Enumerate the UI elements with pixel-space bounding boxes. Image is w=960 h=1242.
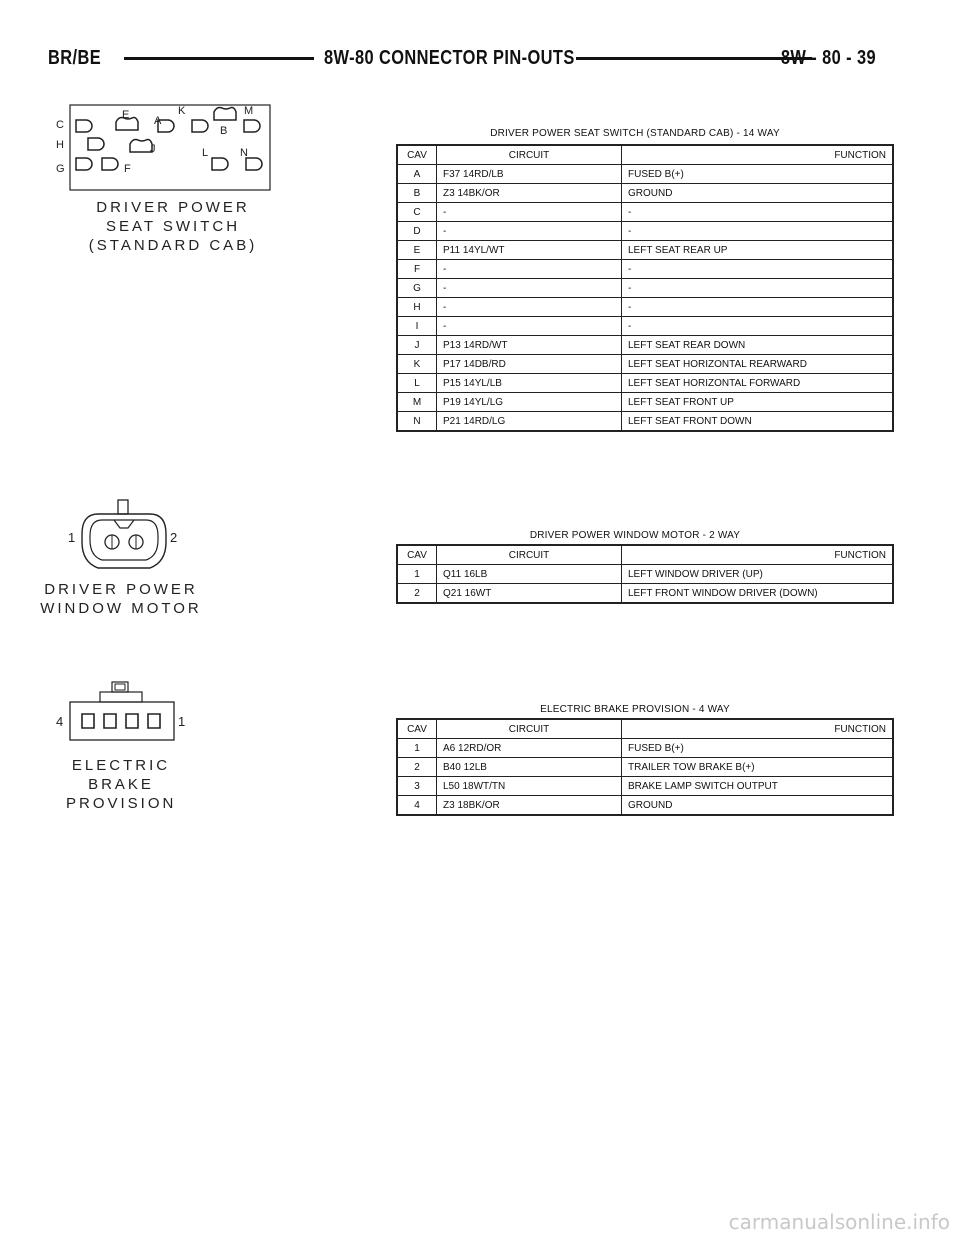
cell-circuit: A6 12RD/OR xyxy=(437,739,622,758)
table-row xyxy=(397,260,893,279)
pin-label: 4 xyxy=(56,714,64,729)
cell-function: LEFT WINDOW DRIVER (UP) xyxy=(622,565,894,584)
label-line: (STANDARD CAB) xyxy=(88,237,258,254)
cell-circuit: P11 14YL/WT xyxy=(437,241,622,260)
header-model: BR/BE xyxy=(48,47,102,69)
table-header-row xyxy=(397,545,893,565)
cell-cav: F xyxy=(397,260,437,279)
pin-label: N xyxy=(240,147,248,159)
cell-cav: E xyxy=(397,241,437,260)
table-row xyxy=(397,374,893,393)
table-header-row xyxy=(397,145,893,165)
column-header-function: FUNCTION xyxy=(622,145,894,165)
cell-function: - xyxy=(622,222,894,241)
cell-function: LEFT SEAT FRONT DOWN xyxy=(622,412,894,432)
table-row xyxy=(397,777,893,796)
brake-pinout-table xyxy=(396,718,894,816)
cell-circuit: - xyxy=(437,203,622,222)
cell-cav: 3 xyxy=(397,777,437,796)
cell-cav: I xyxy=(397,317,437,336)
pin-label: 1 xyxy=(68,530,76,545)
header-page-number: 8W - 80 - 39 xyxy=(780,47,876,69)
watermark-text: carmanualsonline.info xyxy=(728,1210,950,1234)
cell-cav: J xyxy=(397,336,437,355)
cell-cav: 1 xyxy=(397,565,437,584)
column-header-function: FUNCTION xyxy=(622,719,894,739)
cell-function: - xyxy=(622,260,894,279)
column-header-circuit: CIRCUIT xyxy=(437,719,622,739)
cavity-letters xyxy=(56,105,253,175)
label-line: ELECTRIC xyxy=(71,757,171,774)
cell-function: GROUND xyxy=(622,184,894,203)
cell-function: LEFT FRONT WINDOW DRIVER (DOWN) xyxy=(622,584,894,604)
pin-label: J xyxy=(150,143,156,155)
seat-switch-pinout-table xyxy=(396,144,894,432)
header-rule-right xyxy=(576,57,812,60)
cell-circuit: B40 12LB xyxy=(437,758,622,777)
pin-label: M xyxy=(244,105,254,117)
cell-cav: 2 xyxy=(397,758,437,777)
column-header-cav: CAV xyxy=(397,719,437,739)
terminal-cavities xyxy=(76,108,262,171)
label-line: DRIVER POWER xyxy=(96,199,250,216)
window-motor-table-title: DRIVER POWER WINDOW MOTOR - 2 WAY xyxy=(529,530,741,541)
cell-function: - xyxy=(622,203,894,222)
brake-connector-diagram xyxy=(54,680,194,750)
brake-connector-drawing xyxy=(54,680,194,750)
table-row xyxy=(397,565,893,584)
cell-cav: B xyxy=(397,184,437,203)
window-motor-connector-diagram xyxy=(64,498,184,578)
table-header-row xyxy=(397,719,893,739)
cell-circuit: Z3 14BK/OR xyxy=(437,184,622,203)
pin-label: 2 xyxy=(170,530,178,545)
table-row xyxy=(397,584,893,604)
cell-circuit: Q21 16WT xyxy=(437,584,622,604)
cell-function: FUSED B(+) xyxy=(622,165,894,184)
label-line: SEAT SWITCH xyxy=(105,218,241,235)
table-row xyxy=(397,165,893,184)
table-row xyxy=(397,393,893,412)
cell-circuit: P19 14YL/LG xyxy=(437,393,622,412)
cell-circuit: P13 14RD/WT xyxy=(437,336,622,355)
cell-circuit: - xyxy=(437,260,622,279)
label-line: BRAKE xyxy=(88,776,154,793)
label-line: PROVISION xyxy=(66,795,177,812)
cell-function: - xyxy=(622,317,894,336)
window-motor-connector-drawing xyxy=(64,498,184,578)
table-row xyxy=(397,317,893,336)
cell-cav: K xyxy=(397,355,437,374)
pin-label: B xyxy=(220,125,228,137)
table-row xyxy=(397,739,893,758)
window-motor-connector-label xyxy=(36,580,206,618)
pin-label: F xyxy=(124,163,131,175)
seat-switch-table-title: DRIVER POWER SEAT SWITCH (STANDARD CAB) - 14 WAY xyxy=(490,128,780,139)
table-row xyxy=(397,355,893,374)
pin-label: A xyxy=(154,115,162,127)
table-row xyxy=(397,203,893,222)
page-header xyxy=(48,44,876,74)
table-row xyxy=(397,412,893,432)
cell-cav: H xyxy=(397,298,437,317)
cell-cav: M xyxy=(397,393,437,412)
cell-cav: A xyxy=(397,165,437,184)
cell-circuit: - xyxy=(437,317,622,336)
pin-label: G xyxy=(56,163,65,175)
cell-cav: 2 xyxy=(397,584,437,604)
window-motor-pinout-table xyxy=(396,544,894,604)
cell-circuit: L50 18WT/TN xyxy=(437,777,622,796)
column-header-circuit: CIRCUIT xyxy=(437,545,622,565)
cell-cav: C xyxy=(397,203,437,222)
column-header-cav: CAV xyxy=(397,545,437,565)
header-section-title: 8W-80 CONNECTOR PIN-OUTS xyxy=(324,47,575,69)
label-line: WINDOW MOTOR xyxy=(40,600,202,617)
cell-circuit: - xyxy=(437,222,622,241)
pin-label: 1 xyxy=(178,714,186,729)
pin-label: L xyxy=(202,147,209,159)
table-row xyxy=(397,184,893,203)
cell-circuit: P21 14RD/LG xyxy=(437,412,622,432)
cell-function: - xyxy=(622,298,894,317)
label-line: DRIVER POWER xyxy=(44,581,198,598)
cell-circuit: - xyxy=(437,279,622,298)
pin-label: K xyxy=(178,105,186,117)
cell-cav: G xyxy=(397,279,437,298)
cell-circuit: F37 14RD/LB xyxy=(437,165,622,184)
cell-cav: L xyxy=(397,374,437,393)
table-row xyxy=(397,222,893,241)
column-header-cav: CAV xyxy=(397,145,437,165)
cell-circuit: - xyxy=(437,298,622,317)
table-row xyxy=(397,241,893,260)
table-row xyxy=(397,279,893,298)
cell-function: LEFT SEAT FRONT UP xyxy=(622,393,894,412)
cell-function: GROUND xyxy=(622,796,894,816)
column-header-function: FUNCTION xyxy=(622,545,894,565)
cell-cav: D xyxy=(397,222,437,241)
cell-function: LEFT SEAT REAR DOWN xyxy=(622,336,894,355)
cell-cav: 4 xyxy=(397,796,437,816)
column-header-circuit: CIRCUIT xyxy=(437,145,622,165)
header-rule-left xyxy=(124,57,314,60)
pin-label: H xyxy=(56,139,64,151)
cell-circuit: P17 14DB/RD xyxy=(437,355,622,374)
pin-label: C xyxy=(56,119,64,131)
seat-switch-connector-diagram xyxy=(54,100,274,200)
cell-function: TRAILER TOW BRAKE B(+) xyxy=(622,758,894,777)
cell-circuit: Z3 18BK/OR xyxy=(437,796,622,816)
cell-cav: N xyxy=(397,412,437,432)
table-row xyxy=(397,336,893,355)
table-row xyxy=(397,796,893,816)
seat-switch-connector-drawing xyxy=(54,100,274,200)
cell-function: FUSED B(+) xyxy=(622,739,894,758)
cell-circuit: Q11 16LB xyxy=(437,565,622,584)
table-row xyxy=(397,758,893,777)
cell-function: BRAKE LAMP SWITCH OUTPUT xyxy=(622,777,894,796)
cell-function: LEFT SEAT HORIZONTAL REARWARD xyxy=(622,355,894,374)
table-row xyxy=(397,298,893,317)
pin-label: E xyxy=(122,109,130,121)
brake-connector-label xyxy=(66,756,176,813)
cell-function: LEFT SEAT REAR UP xyxy=(622,241,894,260)
seat-switch-connector-label xyxy=(78,198,268,255)
cell-function: - xyxy=(622,279,894,298)
brake-table-title: ELECTRIC BRAKE PROVISION - 4 WAY xyxy=(540,704,730,715)
cell-circuit: P15 14YL/LB xyxy=(437,374,622,393)
cell-function: LEFT SEAT HORIZONTAL FORWARD xyxy=(622,374,894,393)
cell-cav: 1 xyxy=(397,739,437,758)
